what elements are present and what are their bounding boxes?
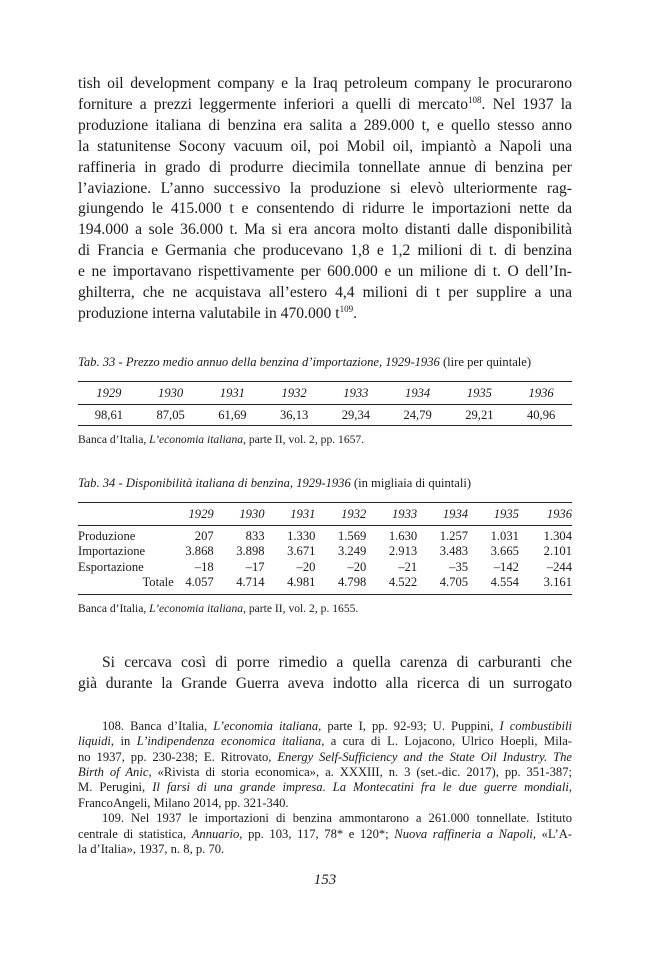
body-line: forniture a prezzi leggermente inferiori a quelli di mercato$^{108}$. Nel 1937 la — [78, 94, 572, 113]
table-34-source: Banca d’Italia, L’economia italiana, parte II, vol. 2, p. 1655. — [78, 601, 359, 615]
table-cell: 4.522 — [388, 575, 418, 590]
table-cell: 3.665 — [490, 544, 519, 559]
table-cell: 3.249 — [337, 544, 367, 559]
year-header: 1932 — [281, 385, 307, 400]
table-cell: 4.798 — [337, 575, 367, 590]
row-label: Importazione — [78, 544, 146, 559]
table-cell: 4.714 — [236, 575, 265, 590]
body-line: 194.000 a sole 36.000 t. Ma si era ancora molto distanti dalle disponibilità — [78, 221, 572, 239]
table-row — [78, 525, 572, 544]
row-label: Produzione — [78, 525, 180, 544]
table-cell: 3.898 — [236, 544, 265, 559]
body-line: produzione interna valutabile in 470.000 $t^{109}$. — [78, 303, 357, 322]
body-line: ghilterra, che ne acquistava all’estero 4,4 milioni di t per supplire a una — [78, 284, 572, 302]
table-cell: –20 — [347, 559, 367, 574]
row-label: Totale — [142, 575, 174, 590]
table-row — [78, 560, 572, 576]
footnote-line: 108. Banca d’Italia, L’economia italiana, parte I, pp. 92-93; U. Puppini, I combustibili — [102, 718, 572, 733]
table-row — [78, 404, 572, 425]
footnote-line: no 1937, pp. 230-238; E. Ritrovato, Energy Self-Sufficiency and the State Oil Industry. The — [78, 749, 572, 764]
body-paragraph-2 — [78, 653, 572, 695]
table-cell: 24,79 — [387, 404, 449, 425]
table-cell: 833 — [214, 525, 265, 544]
year-header: 1933 — [392, 506, 418, 521]
footnote-ref-108: 108 — [468, 94, 482, 105]
table-cell: 2.913 — [388, 544, 418, 559]
body-line: giungendo le 415.000 t e consentendo di ridurre le importazioni nette da — [78, 200, 572, 218]
table-cell: 3.483 — [439, 544, 469, 559]
footnote-ref-109: 109 — [339, 303, 354, 314]
table-34-title: Tab. 34 - Disponibilità italiana di benzina, 1929-1936 (in migliaia di quintali) — [78, 475, 472, 490]
body-paragraph — [78, 74, 572, 325]
table-cell: 1.630 — [366, 525, 417, 544]
table-33-title: Tab. 33 - Prezzo medio annuo della benzina d’importazione, 1929-1936 (lire per quintale) — [78, 354, 532, 369]
table-34-header-row — [78, 502, 572, 525]
table-cell: 98,61 — [78, 404, 140, 425]
table-cell: 3.671 — [287, 544, 316, 559]
year-header: 1936 — [546, 506, 572, 521]
footnote-line: 109. Nel 1937 le importazioni di benzina ammontarono a 261.000 tonnellate. Istituto — [102, 811, 572, 826]
table-cell: 36,13 — [263, 404, 325, 425]
year-header: 1934 — [442, 506, 469, 521]
body-line: Si cercava così di porre rimedio a quella carenza di carburanti che — [102, 653, 572, 671]
table-cell: –20 — [296, 559, 316, 574]
table-cell: 40,96 — [510, 404, 572, 425]
year-header: 1933 — [343, 385, 369, 400]
body-line: raffineria in grado di produrre diecimila tonnellate annue di benzina per — [78, 158, 572, 176]
table-cell: –142 — [493, 559, 519, 574]
year-header: 1936 — [528, 385, 554, 400]
footnote-line: la d’Italia», 1937, n. 8, p. 70. — [78, 841, 225, 856]
year-header: 1931 — [219, 385, 245, 400]
year-header: 1931 — [290, 506, 316, 521]
footnote-line: Birth of Anic, «Rivista di storia economica», a. XXXIII, n. 3 (set.-dic. 2017), pp. 351-387; — [78, 764, 572, 779]
table-cell: –17 — [245, 559, 265, 574]
table-cell: –244 — [546, 559, 572, 574]
table-cell: 61,69 — [202, 404, 264, 425]
table-cell: 29,21 — [449, 404, 511, 425]
table-cell: 4.554 — [490, 575, 519, 590]
table-cell: 87,05 — [140, 404, 202, 425]
table-cell: 1.031 — [468, 525, 519, 544]
table-cell: 1.569 — [315, 525, 366, 544]
body-line: già durante la Grande Guerra aveva indotto alla ricerca di un surrogato — [78, 674, 572, 692]
year-header: 1929 — [96, 385, 122, 400]
table-cell: 1.304 — [519, 525, 572, 544]
table-cell: 4.981 — [287, 575, 316, 590]
table-cell: 1.330 — [265, 525, 316, 544]
year-header: 1930 — [239, 506, 265, 521]
table-cell: 4.057 — [185, 575, 214, 590]
row-label-header — [78, 502, 180, 525]
table-cell: 3.161 — [543, 575, 572, 590]
table-33 — [78, 381, 572, 426]
footnotes — [78, 719, 572, 858]
footnote-line: M. Perugini, Il farsi di una grande impresa. La Montecatini fra le due guerre mondiali, — [78, 780, 572, 795]
year-header: 1932 — [341, 506, 367, 521]
body-line: tish oil development company e la Iraq petroleum company le procurarono — [78, 75, 572, 92]
body-line: di Francia e Germania che producevano 1,8 e 1,2 milioni di t. di benzina — [78, 242, 572, 260]
year-header: 1935 — [466, 385, 492, 400]
page-content — [78, 74, 572, 857]
body-line: e ne importavano rispettivamente per 600.000 e un milione di t. O dell’In- — [78, 263, 572, 281]
body-line: produzione italiana di benzina era salita a 289.000 t, e quello stesso anno — [78, 116, 572, 134]
table-34 — [78, 502, 572, 595]
table-cell: 4.705 — [439, 575, 469, 590]
body-line: l’aviazione. L’anno successivo la produzione si elevò ulteriormente rag- — [78, 179, 572, 197]
table-row — [78, 544, 572, 560]
table-cell: –21 — [398, 559, 418, 574]
footnote-line: liquidi, in L’indipendenza economica italiana, a cura di L. Lojacono, Ulrico Hoepli, Mila- — [78, 734, 572, 749]
page-number: 153 — [313, 872, 337, 888]
body-line: la statunitense Socony vacuum oil, poi Mobil oil, impiantò a Napoli una — [78, 137, 572, 155]
year-header: 1934 — [405, 385, 431, 400]
table-cell: –35 — [449, 559, 469, 574]
footnote-line: centrale di statistica, Annuario, pp. 103, 117, 78* e 120*; Nuova raffineria a Napoli, «L’A- — [78, 826, 572, 841]
table-cell: 3.868 — [185, 544, 214, 559]
year-header: 1929 — [188, 506, 214, 521]
table-cell: 1.257 — [417, 525, 468, 544]
year-header: 1935 — [493, 506, 519, 521]
row-label: Esportazione — [78, 559, 144, 574]
table-cell: 2.101 — [543, 544, 572, 559]
table-row-total — [78, 575, 572, 594]
table-cell: –18 — [194, 559, 214, 574]
table-33-header-row — [78, 381, 572, 404]
year-header: 1930 — [158, 385, 184, 400]
table-33-source: Banca d’Italia, L’economia italiana, parte II, vol. 2, pp. 1657. — [78, 432, 365, 446]
table-cell: 207 — [180, 525, 214, 544]
table-cell: 29,34 — [325, 404, 387, 425]
footnote-line: FrancoAngeli, Milano 2014, pp. 321-340. — [78, 795, 289, 810]
